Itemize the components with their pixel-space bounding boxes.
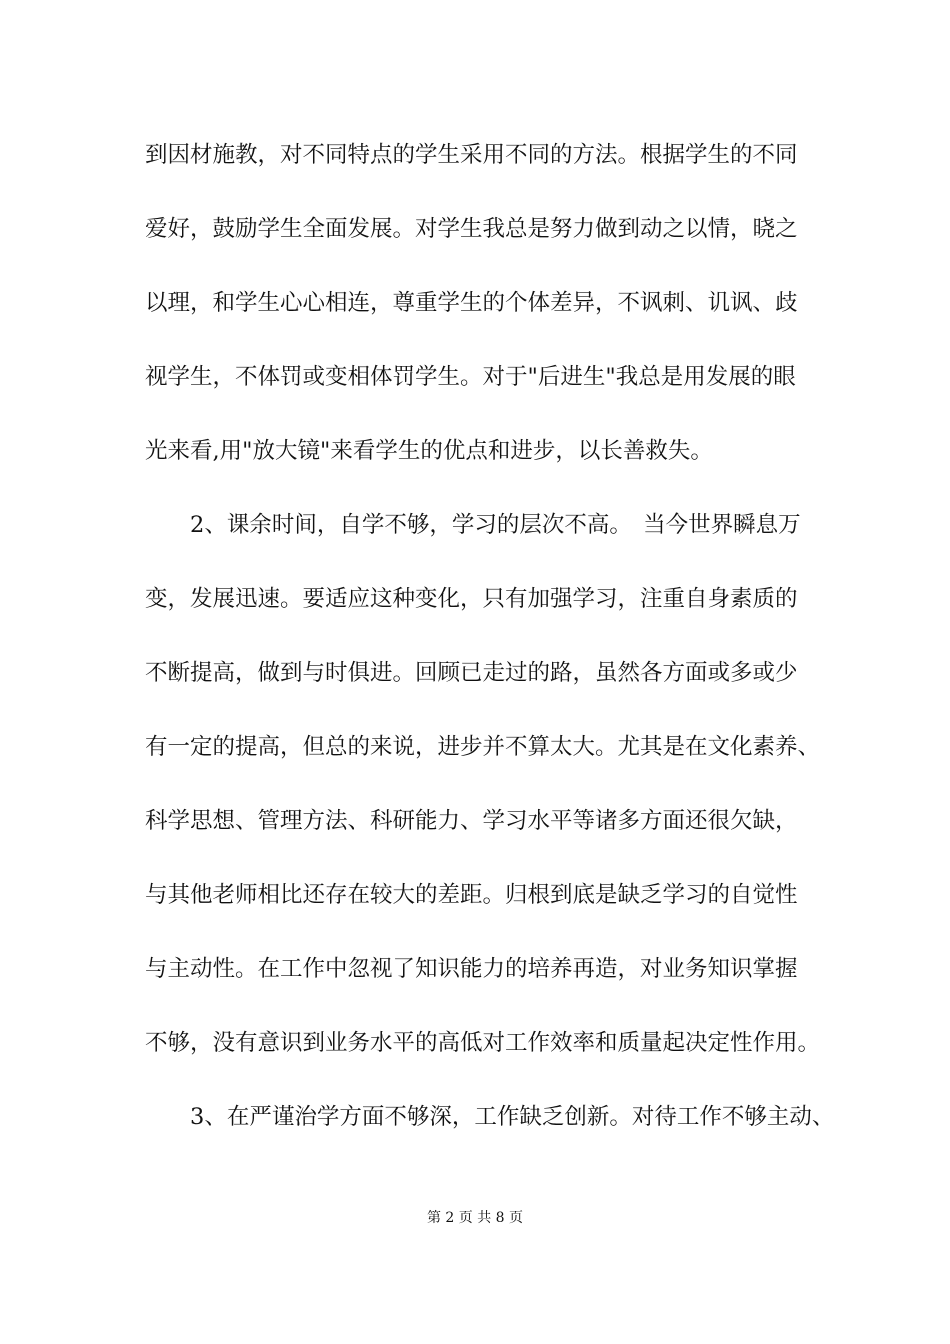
text-line-13: 不够，没有意识到业务水平的高低对工作效率和质量起决定性作用。 xyxy=(145,1030,821,1056)
text-line-7: 变，发展迅速。要适应这种变化，只有加强学习，注重自身素质的 xyxy=(145,586,798,612)
text-line-2: 爱好，鼓励学生全面发展。对学生我总是努力做到动之以情，晓之 xyxy=(145,216,798,242)
text-line-14: 3、在严谨治学方面不够深，工作缺乏创新。对待工作不够主动、 xyxy=(145,1104,835,1130)
text-line-3: 以理，和学生心心相连，尊重学生的个体差异，不讽刺、讥讽、歧 xyxy=(145,290,798,316)
text-line-5: 光来看,用"放大镜"来看学生的优点和进步，以长善救失。 xyxy=(145,438,713,464)
text-line-6: 2、课余时间，自学不够，学习的层次不高。 当今世界瞬息万 xyxy=(145,512,801,538)
page-footer: 第 2 页 共 8 页 xyxy=(426,1210,524,1226)
text-line-12: 与主动性。在工作中忽视了知识能力的培养再造，对业务知识掌握 xyxy=(145,956,798,982)
text-line-11: 与其他老师相比还存在较大的差距。归根到底是缺乏学习的自觉性 xyxy=(145,882,798,908)
text-line-8: 不断提高，做到与时俱进。回顾已走过的路，虽然各方面或多或少 xyxy=(145,660,798,686)
text-line-1: 到因材施教，对不同特点的学生采用不同的方法。根据学生的不同 xyxy=(145,142,798,168)
text-line-10: 科学思想、管理方法、科研能力、学习水平等诸多方面还很欠缺， xyxy=(145,808,798,834)
text-line-4: 视学生，不体罚或变相体罚学生。对于"后进生"我总是用发展的眼 xyxy=(145,364,796,390)
text-line-9: 有一定的提高，但总的来说，进步并不算太大。尤其是在文化素养、 xyxy=(145,734,821,760)
